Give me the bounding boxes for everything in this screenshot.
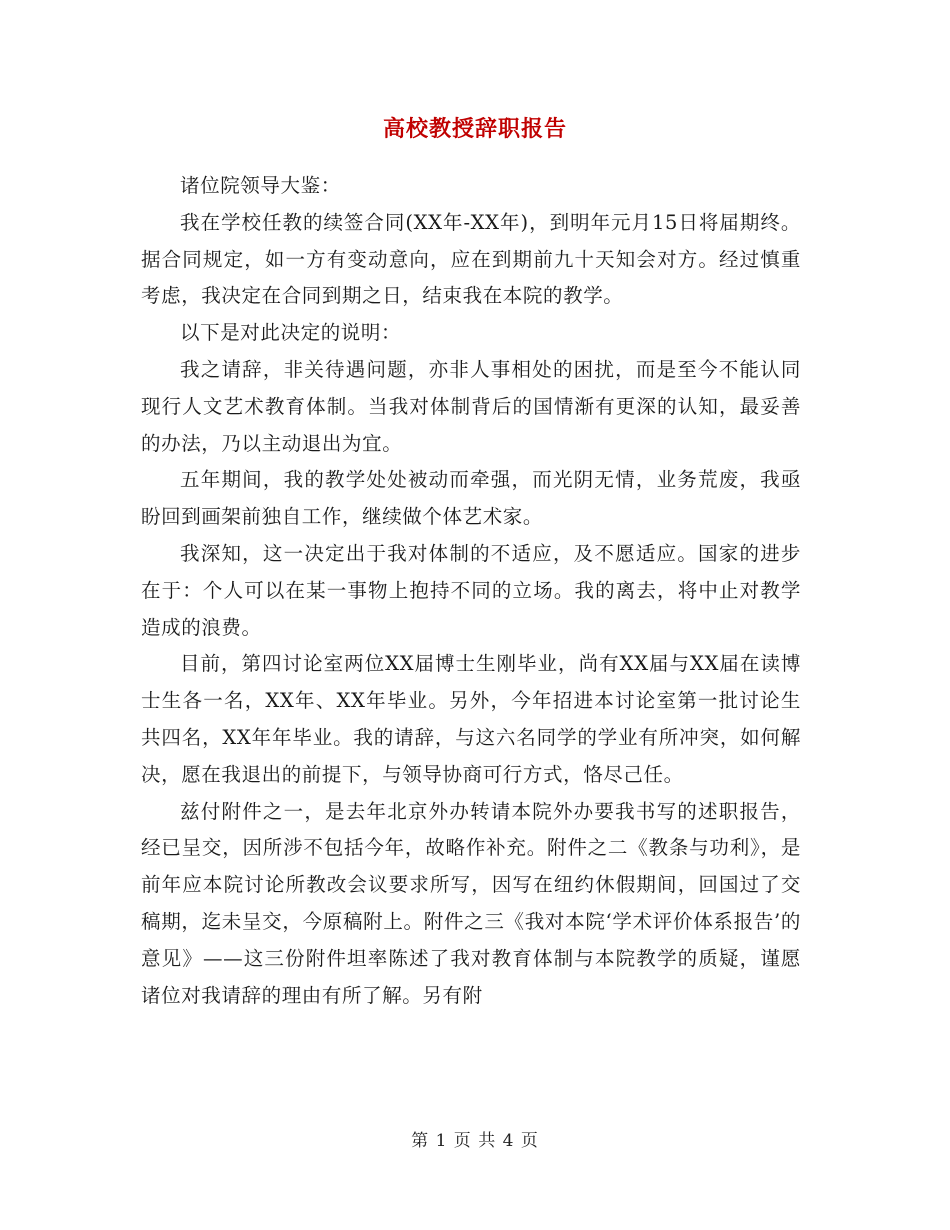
paragraph-attachments: 兹付附件之一，是去年北京外办转请本院外办要我书写的述职报告，经已呈交，因所涉不包括今年，故略作补充。附件之二《教条与功利》，是前年应本院讨论所教改会议要求所写，因写在纽约休假期间，回国过了交稿期，迄未呈交，今原稿附上。附件之三《我对本院‘学术评价体系报告’的意见》——这三份附件坦率陈述了我对教育体制与本院教学的质疑，谨愿诸位对我请辞的理由有所了解。另有附 [141, 799, 801, 1007]
page-footer: 第 1 页 共 4 页 [411, 1131, 539, 1151]
paragraph-students: 目前，第四讨论室两位XX届博士生刚毕业，尚有XX届与XX届在读博士生各一名，XX年、XX年毕业。另外，今年招进本讨论室第一批讨论生共四名，XX年年毕业。我的请辞，与这六名同学的学业有所冲突，如何解决，愿在我退出的前提下，与领导协商可行方式，恪尽己任。 [141, 652, 801, 786]
document-title: 高校教授辞职报告 [382, 116, 567, 142]
salutation: 诸位院领导大鉴： [180, 174, 341, 197]
paragraph-explanation-intro: 以下是对此决定的说明： [180, 321, 402, 345]
paragraph-five-years: 五年期间，我的教学处处被动而牵强，而光阴无情，业务荒废，我亟盼回到画架前独自工作，继续做个体艺术家。 [141, 468, 801, 529]
document-body [141, 168, 801, 1014]
paragraph-awareness: 我深知，这一决定出于我对体制的不适应，及不愿适应。国家的进步在于：个人可以在某一事物上抱持不同的立场。我的离去，将中止对教学造成的浪费。 [141, 541, 801, 639]
paragraph-contract: 我在学校任教的续签合同(XX年-XX年)，到明年元月15日将届期终。据合同规定，如一方有变动意向，应在到期前九十天知会对方。经过慎重考虑，我决定在合同到期之日，结束我在本院的教学。 [141, 210, 801, 308]
paragraph-reason: 我之请辞，非关待遇问题，亦非人事相处的困扰，而是至今不能认同现行人文艺术教育体制。当我对体制背后的国情渐有更深的认知，最妥善的办法，乃以主动退出为宜。 [141, 357, 801, 455]
